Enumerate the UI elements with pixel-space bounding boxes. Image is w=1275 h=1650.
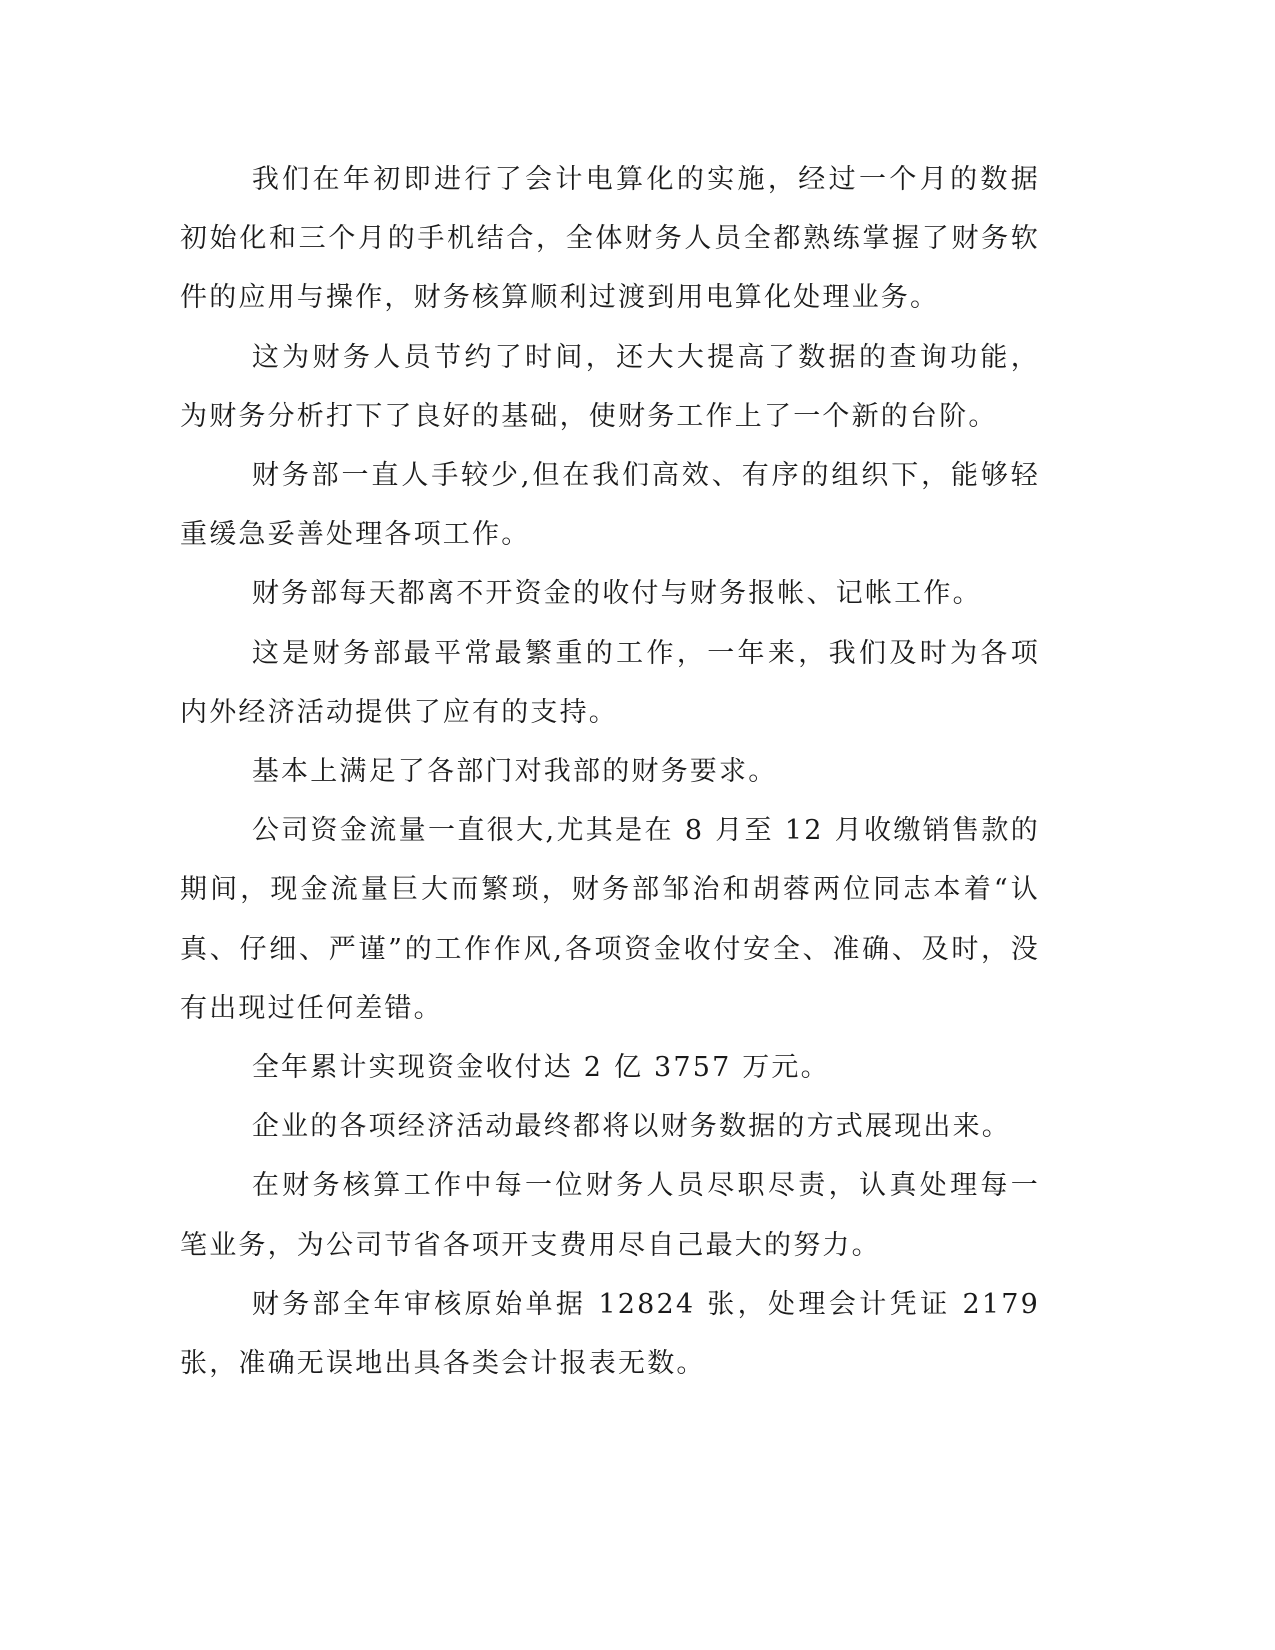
paragraph-1: 我们在年初即进行了会计电算化的实施，经过一个月的数据初始化和三个月的手机结合，全体财务人员全都熟练掌握了财务软件的应用与操作，财务核算顺利过渡到用电算化处理业务。 [180,164,1040,314]
paragraph-11: 财务部全年审核原始单据 12824 张，处理会计凭证 2179 张，准确无误地出具各类会计报表无数。 [180,1288,1040,1380]
paragraph-9: 企业的各项经济活动最终都将以财务数据的方式展现出来。 [251,1111,1012,1143]
paragraph-8: 全年累计实现资金收付达 2 亿 3757 万元。 [251,1052,830,1084]
paragraph-3: 财务部一直人手较少,但在我们高效、有序的组织下，能够轻重缓急妥善处理各项工作。 [180,460,1040,551]
paragraph-2: 这为财务人员节约了时间，还大大提高了数据的查询功能，为财务分析打下了良好的基础，使财务工作上了一个新的台阶。 [180,341,1040,432]
paragraph-6: 基本上满足了各部门对我部的财务要求。 [251,756,778,788]
paragraph-7: 公司资金流量一直很大,尤其是在 8 月至 12 月收缴销售款的期间，现金流量巨大而繁琐，财务部邹治和胡蓉两位同志本着“认真、仔细、严谨”的工作作风,各项资金收付安全、准确、及时，没有出现过任何差错。 [180,815,1040,1024]
paragraph-5: 这是财务部最平常最繁重的工作，一年来，我们及时为各项内外经济活动提供了应有的支持。 [180,637,1040,728]
paragraph-4: 财务部每天都离不开资金的收付与财务报帐、记帐工作。 [251,578,982,610]
document-page [180,150,1040,1393]
paragraph-10: 在财务核算工作中每一位财务人员尽职尽责，认真处理每一笔业务，为公司节省各项开支费用尽自己最大的努力。 [180,1170,1040,1261]
